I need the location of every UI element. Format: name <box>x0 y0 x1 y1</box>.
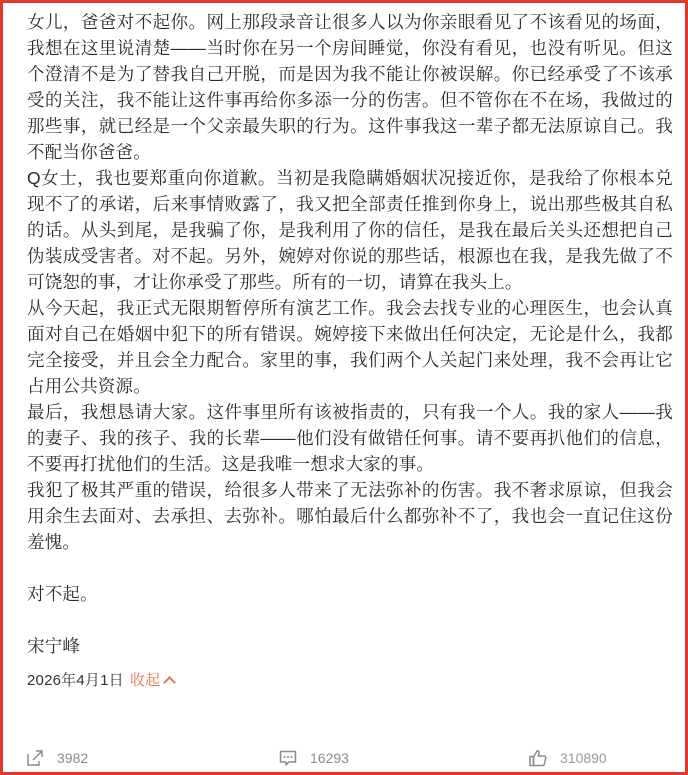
post-paragraph-4: 最后，我想恳请大家。这件事里所有该被指责的，只有我一个人。我的家人——我的妻子、我的孩子、我的长辈——他们没有做错任何事。请不要再扒他们的信息，不要再打扰他们的生活。这是我唯一想求大家的事。 <box>27 402 673 474</box>
comment-icon <box>278 748 298 768</box>
repost-button[interactable] <box>25 743 88 773</box>
post-meta <box>27 671 673 691</box>
collapse-label: 收起 <box>129 672 161 689</box>
closing-line: 对不起。 <box>27 584 98 604</box>
action-bar <box>3 743 685 773</box>
signature: 宋宁峰 <box>27 636 81 656</box>
thumbs-up-icon <box>528 748 548 768</box>
post-date: 2026年4月1日 <box>27 672 124 689</box>
comment-button[interactable] <box>278 743 349 773</box>
post-paragraph-5: 我犯了极其严重的错误，给很多人带来了无法弥补的伤害。我不奢求原谅，但我会用余生去面对、去承担、去弥补。哪怕最后什么都弥补不了，我也会一直记住这份羞愧。 <box>27 480 673 552</box>
comment-count: 16293 <box>310 750 349 766</box>
like-count: 310890 <box>560 750 607 766</box>
chevron-up-icon <box>163 676 176 689</box>
post-paragraph-1: 女儿，爸爸对不起你。网上那段录音让很多人以为你亲眼看见了不该看见的场面，我想在这里说清楚——当时你在另一个房间睡觉，你没有看见，也没有听见。但这个澄清不是为了替我自己开脱，而是因为我不能让你被误解。你已经承受了不该承受的关注，我不能让这件事再给你多添一分的伤害。但不管你在不在场，我做过的那些事，就已经是一个父亲最失职的行为。这件事我这一辈子都无法原谅自己。我不配当你爸爸。 <box>27 12 673 162</box>
share-icon <box>25 748 45 768</box>
post-body <box>27 9 673 691</box>
post-paragraph-3: 从今天起，我正式无限期暂停所有演艺工作。我会去找专业的心理医生，也会认真面对自己在婚姻中犯下的所有错误。婉婷接下来做出任何决定，无论是什么，我都完全接受，并且会全力配合。家里的事，我们两个人关起门来处理，我不会再让它占用公共资源。 <box>27 298 673 396</box>
like-button[interactable] <box>528 743 607 773</box>
post-paragraph-2: Q女士，我也要郑重向你道歉。当初是我隐瞒婚姻状况接近你，是我给了你根本兑现不了的承诺，后来事情败露了，我又把全部责任推到你身上，说出那些极其自私的话。从头到尾，是我骗了你，是我利用了你的信任，是我在最后关头还想把自己伪装成受害者。对不起。另外，婉婷对你说的那些话，根源也在我，是我先做了不可饶恕的事，才让你承受了那些。所有的一切，请算在我头上。 <box>27 168 673 292</box>
spacer <box>27 607 673 633</box>
collapse-button[interactable] <box>130 672 174 689</box>
repost-count: 3982 <box>57 750 89 766</box>
spacer <box>27 555 673 581</box>
